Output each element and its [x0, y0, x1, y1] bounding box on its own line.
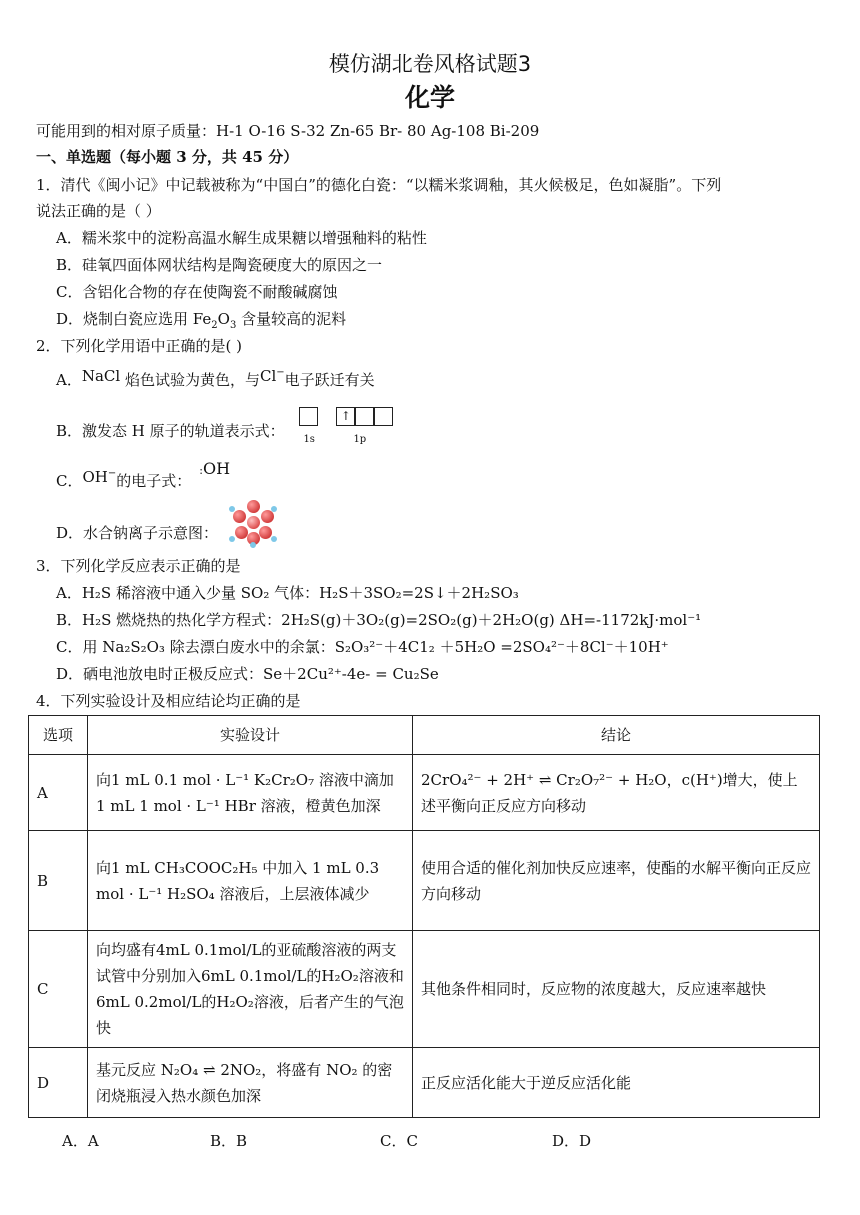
header-design: 实验设计: [88, 716, 413, 755]
q4-answer-b: B．B: [210, 1132, 248, 1150]
q1-option-a: A．糯米浆中的淀粉高温水解生成果糖以增强釉料的粘性: [56, 229, 427, 247]
header-conclusion: 结论: [413, 716, 820, 755]
q3-option-c: C．用 Na₂S₂O₃ 除去漂白废水中的余氯：S₂O₃²⁻＋4C1₂ ＋5H₂O =2SO₄²⁻＋8Cl⁻＋10H⁺: [56, 638, 669, 656]
orbital-box-1p-3: [374, 407, 393, 426]
q4-answer-c: C．C: [380, 1132, 418, 1150]
row-option: A: [29, 755, 88, 831]
table-header-row: [29, 716, 820, 755]
q4-answer-a: A．A: [62, 1132, 99, 1150]
q3-option-a: A．H₂S 稀溶液中通入少量 SO₂ 气体：H₂S＋3SO₂=2S↓＋2H₂SO₃: [56, 584, 519, 602]
q4-answer-d: D．D: [552, 1132, 592, 1150]
orbital-box-1p-1: ↑: [336, 407, 355, 426]
row-design: 向均盛有4mL 0.1mol/L的亚硫酸溶液的两支试管中分别加入6mL 0.1mol/L的H₂O₂溶液和6mL 0.2mol/L的H₂O₂溶液，后者产生的气泡快: [88, 931, 413, 1048]
q1-option-d: D．烧制白瓷应选用 $Fe_2O_3$ 含量较高的泥料: [56, 310, 347, 331]
row-conclusion: 其他条件相同时，反应物的浓度越大，反应速率越快: [413, 931, 820, 1048]
table-row: [29, 1048, 820, 1118]
q1-option-c: C．含铝化合物的存在使陶瓷不耐酸碱腐蚀: [56, 283, 338, 301]
table-row: [29, 931, 820, 1048]
q1-option-b: B．硅氧四面体网状结构是陶瓷硬度大的原因之一: [56, 256, 383, 274]
orbital-box-1p-2: [355, 407, 374, 426]
hydroxide-electron-formula: :OH: [199, 459, 231, 478]
table-row: [29, 831, 820, 931]
table-row: [29, 755, 820, 831]
q2-option-b: B．激发态 H 原子的轨道表示式： ↑ 1s 1p: [56, 420, 393, 443]
q2-option-a: A．NaCl 焰色试验为黄色，与Cl−电子跃迁有关: [56, 367, 375, 389]
atomic-masses: 可能用到的相对原子质量：H-1 O-16 S-32 Zn-65 Br- 80 Ag-108 Bi-209: [36, 122, 540, 140]
row-design: 基元反应 N₂O₄ ⇌ 2NO₂，将盛有 NO₂ 的密闭烧瓶浸入热水颜色加深: [88, 1048, 413, 1118]
q1-stem-line2: 说法正确的是（ ）: [36, 202, 161, 220]
orbital-diagram: [299, 407, 393, 445]
q3-option-d: D．硒电池放电时正极反应式：Se＋2Cu²⁺-4e- = Cu₂Se: [56, 665, 439, 683]
row-option: B: [29, 831, 88, 931]
row-conclusion: 正反应活化能大于逆反应活化能: [413, 1048, 820, 1118]
row-design: 向1 mL CH₃COOC₂H₅ 中加入 1 mL 0.3 mol · L⁻¹ H₂SO₄ 溶液后，上层液体减少: [88, 831, 413, 931]
q2-option-c: C．OH−的电子式：:OH: [56, 459, 231, 490]
orbital-label-1p: 1p: [353, 434, 367, 445]
row-conclusion: 使用合适的催化剂加快反应速率，使酯的水解平衡向正反应方向移动: [413, 831, 820, 931]
subject-title: 化学: [404, 83, 455, 112]
row-design: 向1 mL 0.1 mol · L⁻¹ K₂Cr₂O₇ 溶液中滴加 1 mL 1 mol · L⁻¹ HBr 溶液，橙黄色加深: [88, 755, 413, 831]
q2-option-d: D．水合钠离子示意图：: [56, 510, 277, 558]
section-heading: 一、单选题（每小题 3 分，共 45 分）: [36, 148, 299, 166]
q1-stem-line1: 1．清代《闽小记》中记载被称为“中国白”的德化白瓷：“以糯米浆调釉，其火候极足，色如凝脂”。下列: [36, 176, 722, 194]
experiment-table: [28, 715, 820, 1118]
exam-title: 模仿湖北卷风格试题3: [328, 52, 532, 76]
row-option: D: [29, 1048, 88, 1118]
orbital-label-1s: 1s: [303, 434, 315, 445]
hydrated-sodium-ion-image: [229, 498, 277, 546]
row-option: C: [29, 931, 88, 1048]
q4-stem: 4．下列实验设计及相应结论均正确的是: [36, 692, 301, 710]
q3-stem: 3．下列化学反应表示正确的是: [36, 557, 241, 575]
q3-option-b: B．H₂S 燃烧热的热化学方程式：2H₂S(g)＋3O₂(g)=2SO₂(g)＋2H₂O(g) ΔH=-1172kJ·mol⁻¹: [56, 611, 702, 629]
header-option: 选项: [29, 716, 88, 755]
q2-stem: 2．下列化学用语中正确的是( ): [36, 337, 243, 355]
orbital-box-1s: [299, 407, 318, 426]
row-conclusion: 2CrO₄²⁻ + 2H⁺ ⇌ Cr₂O₇²⁻ + H₂O，c(H⁺)增大，使上述平衡向正反应方向移动: [413, 755, 820, 831]
